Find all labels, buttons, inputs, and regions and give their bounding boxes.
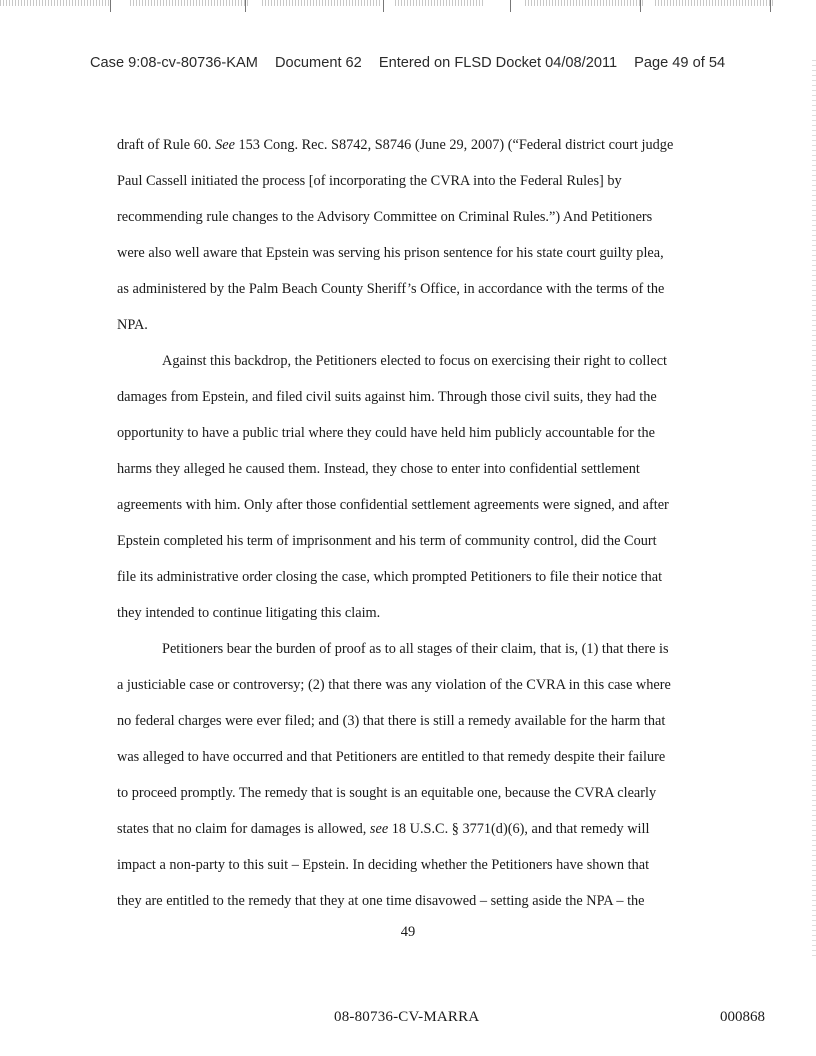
paragraph: [117, 343, 707, 631]
text-line: Against this backdrop, the Petitioners elected to focus on exercising their right to collect: [162, 353, 668, 369]
text-line: damages from Epstein, and filed civil suits against him. Through those civil suits, they had the: [117, 389, 657, 405]
text-line: file its administrative order closing the case, which prompted Petitioners to file their notice that: [117, 569, 663, 585]
scan-artifact-right: [812, 60, 816, 960]
text-line: NPA.: [117, 317, 148, 333]
text-line: to proceed promptly. The remedy that is sought is an equitable one, because the CVRA clearly: [117, 785, 657, 801]
text-line: Epstein completed his term of imprisonment and his term of community control, did the Court: [117, 533, 657, 549]
text-line: agreements with him. Only after those confidential settlement agreements were signed, and after: [117, 497, 669, 513]
document-number: Document 62: [274, 55, 362, 71]
page-of-total: Page 49 of 54: [634, 55, 726, 71]
docket-header: [90, 55, 725, 71]
case-number: Case 9:08-cv-80736-KAM: [90, 55, 258, 71]
text-line: draft of Rule 60. See 153 Cong. Rec. S8742, S8746 (June 29, 2007) (“Federal district court judge: [117, 137, 674, 153]
bates-number: 000868: [720, 1009, 765, 1025]
text-line: recommending rule changes to the Advisory Committee on Criminal Rules.”) And Petitioners: [117, 209, 653, 225]
citation-signal: see: [369, 821, 389, 837]
text-line: Paul Cassell initiated the process [of incorporating the CVRA into the Federal Rules] by: [117, 173, 622, 189]
text-line: harms they alleged he caused them. Instead, they chose to enter into confidential settlement: [117, 461, 640, 477]
bates-case-label: 08-80736-CV-MARRA: [334, 1009, 480, 1025]
text-line: a justiciable case or controversy; (2) that there was any violation of the CVRA in this case where: [117, 677, 671, 693]
text-line: they intended to continue litigating this claim.: [117, 605, 381, 621]
docket-entry: Entered on FLSD Docket 04/08/2011: [378, 55, 618, 71]
text-line: they are entitled to the remedy that they at one time disavowed – setting aside the NPA – the: [117, 893, 645, 909]
paragraph: [117, 127, 707, 343]
scan-artifact-top: [0, 0, 816, 14]
text-line: impact a non-party to this suit – Epstein. In deciding whether the Petitioners have shown that: [117, 857, 650, 873]
text-line: as administered by the Palm Beach County Sheriff’s Office, in accordance with the terms of the: [117, 281, 665, 297]
body-text: [117, 127, 707, 919]
text-line: Petitioners bear the burden of proof as to all stages of their claim, that is, (1) that there is: [162, 641, 669, 657]
page-number: 49: [400, 924, 416, 940]
text-line: opportunity to have a public trial where they could have held him publicly accountable for the: [117, 425, 655, 441]
text-line: was alleged to have occurred and that Petitioners are entitled to that remedy despite their failure: [117, 749, 666, 765]
paragraph: [117, 631, 707, 919]
citation-signal: See: [215, 137, 235, 153]
text-line: no federal charges were ever filed; and (3) that there is still a remedy available for the harm that: [117, 713, 666, 729]
text-line: states that no claim for damages is allowed, see 18 U.S.C. § 3771(d)(6), and that remedy will: [117, 821, 650, 837]
text-line: were also well aware that Epstein was serving his prison sentence for his state court guilty plea,: [117, 245, 664, 261]
